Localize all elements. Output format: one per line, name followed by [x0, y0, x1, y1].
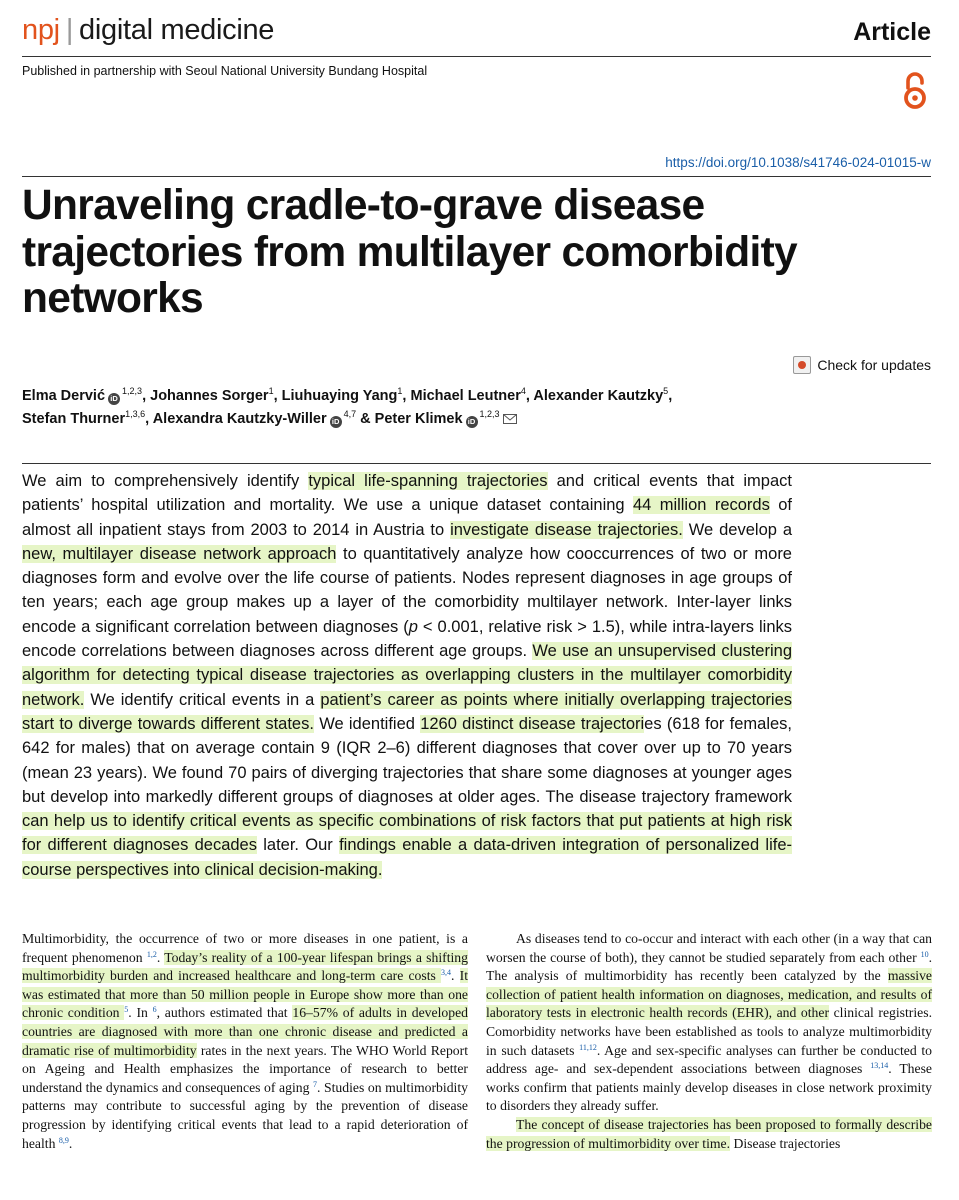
body-text: rates in the next years. The WHO World Report on Ageing and Health emphasizes the importance of research to better understand the dynamics and consequences of aging — [22, 1042, 468, 1095]
citation-ref[interactable]: 13,14 — [870, 1061, 889, 1071]
article-type-label: Article — [853, 18, 931, 46]
abstract-text: later. Our — [256, 836, 340, 855]
abstract-text: and critical events that impact patients’ hospital utilization and mortality. We use a unique dataset containing — [22, 472, 792, 515]
body-text: . In — [128, 1005, 153, 1021]
author-affiliation: 4 — [520, 386, 526, 396]
author-list: Elma Dervić iD$^{1,2,3}$, Johannes Sorger$^1$, Liuhuaying Yang$^1$, Michael Leutner$^4$, Alexander Kautzky$^5$, Stefan Thurner$^{1,3,6}$, Alexandra Kautzky-Willer iD$^{4,7}$ & Peter Klimek iD$^{1,2,3}$ — [22, 386, 673, 427]
abstract-text: We develop a — [682, 520, 792, 539]
abstract-highlight: investigate disease trajectories. — [450, 520, 683, 539]
author-name[interactable]: Alexandra Kautzky-Willer — [152, 411, 327, 427]
doi-divider — [22, 176, 931, 177]
orcid-icon[interactable]: iD — [466, 416, 478, 428]
citation-ref[interactable]: 5 — [124, 1005, 129, 1015]
body-text: Multimorbidity, the occurrence of two or more diseases in one patient, is a frequent phenomenon — [22, 931, 468, 965]
abstract-highlight: findings enable a data-driven integration of personalized life-course perspectives into clinical decision-making. — [22, 836, 793, 879]
author-affiliation: 5 — [663, 386, 669, 396]
abstract-highlight: 44 million records — [632, 496, 770, 515]
abstract — [22, 469, 792, 882]
journal-prefix: npj — [22, 14, 60, 46]
check-updates-label: Check for updates — [817, 357, 931, 373]
body-text: . Age and sex-specific analyses can further be conducted to address age- and sex-dependent associations between diagnoses — [486, 1042, 932, 1077]
citation-ref[interactable]: 6 — [152, 1005, 157, 1015]
author-name[interactable]: Liuhuaying Yang — [281, 388, 398, 404]
abstract-highlight: patient’s career as points where initially overlapping trajectories start to diverge towards different states. — [22, 690, 792, 733]
citation-ref[interactable]: 3,4 — [441, 968, 452, 978]
body-text: As diseases tend to co-occur and interact with each other (in a way that can worsen the course of both), they cannot be studied separately from each other — [486, 931, 932, 965]
author-name[interactable]: Peter Klimek — [374, 411, 463, 427]
body-paragraph-left-1 — [22, 930, 468, 1153]
open-access-icon — [899, 70, 931, 110]
body-text: . — [68, 1135, 73, 1151]
author-name[interactable]: Michael Leutner — [410, 388, 521, 404]
orcid-icon[interactable]: iD — [108, 393, 120, 405]
body-highlight: The concept of disease trajectories has been proposed to formally describe the progression of multimorbidity over time. — [486, 1116, 932, 1151]
header-divider — [22, 56, 931, 57]
article-title: Unraveling cradle-to-grave disease trajectories from multilayer comorbidity networks — [22, 182, 797, 322]
body-column-left — [22, 930, 468, 1153]
journal-title: digital medicine — [79, 14, 275, 46]
body-text: Disease trajectories — [730, 1135, 841, 1151]
author-affiliation: 1,2,3 — [479, 409, 500, 419]
author-affiliation: 4,7 — [343, 409, 357, 419]
author-name[interactable]: Elma Dervić — [22, 388, 106, 404]
body-text: . These works confirm that patients mainly develop diseases in close network proximity to disorders they already suffer. — [486, 1061, 932, 1114]
abstract-highlight: new, multilayer disease network approach — [22, 544, 337, 563]
body-text: . — [451, 968, 460, 984]
body-highlight: Today’s reality of a 100-year lifespan brings a shifting multimorbidity burden and increased healthcare and long-term care costs — [22, 949, 468, 984]
abstract-text: of almost all inpatient stays from 2003 to 2014 in Austria to — [22, 496, 792, 539]
abstract-highlight: typical life-spanning trajectories — [308, 472, 548, 490]
citation-ref[interactable]: 10 — [920, 949, 929, 959]
author-affiliation: 1,2,3 — [122, 386, 143, 396]
body-column-right — [486, 930, 932, 1153]
body-text: , authors estimated that — [156, 1005, 293, 1021]
author-name[interactable]: Stefan Thurner — [22, 411, 126, 427]
partner-line: Published in partnership with Seoul National University Bundang Hospital — [22, 64, 428, 78]
abstract-text: We aim to comprehensively identify — [22, 472, 309, 490]
abstract-text: We identified — [313, 714, 421, 733]
citation-ref[interactable]: 8,9 — [58, 1135, 69, 1145]
orcid-icon[interactable]: iD — [330, 416, 342, 428]
body-highlight: massive collection of patient health information on diagnoses, medication, and results of laboratory tests in electronic health records (EHR), and other — [486, 968, 932, 1021]
email-icon[interactable] — [503, 414, 517, 424]
citation-ref[interactable]: 11,12 — [579, 1042, 597, 1052]
body-paragraph-right-2 — [486, 1116, 932, 1153]
citation-ref[interactable]: 1,2 — [146, 949, 157, 959]
crossmark-icon — [793, 356, 811, 374]
body-highlight: It was estimated that more than 50 million people in Europe show more than one chronic condition — [22, 968, 469, 1021]
abstract-text: to quantitatively analyze how cooccurrences of two or more diagnoses form and evolve over the life course of patients. Nodes represent diagnoses in age groups of ten years; each age group makes up a layer of the comorbidity multilayer network. Inter-layer links encode a significant correlation between diagnoses (p < 0.001, relative risk > 1.5), while intra-layers links encode correlations between diagnoses across different age groups. — [22, 544, 792, 661]
doi-link[interactable]: https://doi.org/10.1038/s41746-024-01015-w — [665, 155, 931, 170]
abstract-highlight: We use an unsupervised clustering algorithm for detecting typical disease trajectories as overlapping clusters in the multilayer comorbidity network. — [22, 642, 792, 709]
body-highlight: 16–57% of adults in developed countries are diagnosed with more than one chronic disease and predicted a dramatic rise of multimorbidity — [22, 1005, 468, 1058]
abstract-divider — [22, 463, 931, 464]
author-affiliation: 1,3,6 — [125, 409, 146, 419]
check-updates-button[interactable] — [793, 356, 931, 374]
author-affiliation: 1 — [397, 386, 403, 396]
body-text: . The analysis of multimorbidity has recently been catalyzed by the — [486, 949, 932, 984]
body-text: clinical registries. Comorbidity networks have been established as tools to analyze multimorbidity in such datasets — [486, 1005, 932, 1058]
body-text: . Studies on multimorbidity patterns may contribute to successful aging by the prevention of disease progression by identifying critical events that lead to a rapid deterioration of health — [22, 1079, 468, 1151]
body-paragraph-right-1 — [486, 930, 932, 1116]
body-text: . — [156, 949, 165, 965]
citation-ref[interactable]: 7 — [313, 1079, 317, 1089]
abstract-highlight: 1260 distinct disease trajectori — [420, 714, 645, 733]
journal-name — [22, 14, 274, 47]
abstract-highlight: can help us to identify critical events as specific combinations of risk factors that put patients at high risk for different diagnoses decades — [22, 812, 792, 855]
author-name[interactable]: Alexander Kautzky — [533, 388, 664, 404]
author-name[interactable]: Johannes Sorger — [150, 388, 269, 404]
abstract-text: es (618 for females, 642 for males) that on average contain 9 (IQR 2–6) different diagnoses that cover over up to 70 years (mean 23 years). We found 70 pairs of diverging trajectories that share some diagnoses at younger ages but develop into markedly different groups of diagnoses at older ages. The disease trajectory framework — [22, 714, 792, 806]
author-affiliation: 1 — [268, 386, 274, 396]
abstract-text: We identify critical events in a — [84, 690, 321, 709]
journal-separator: | — [65, 14, 74, 46]
